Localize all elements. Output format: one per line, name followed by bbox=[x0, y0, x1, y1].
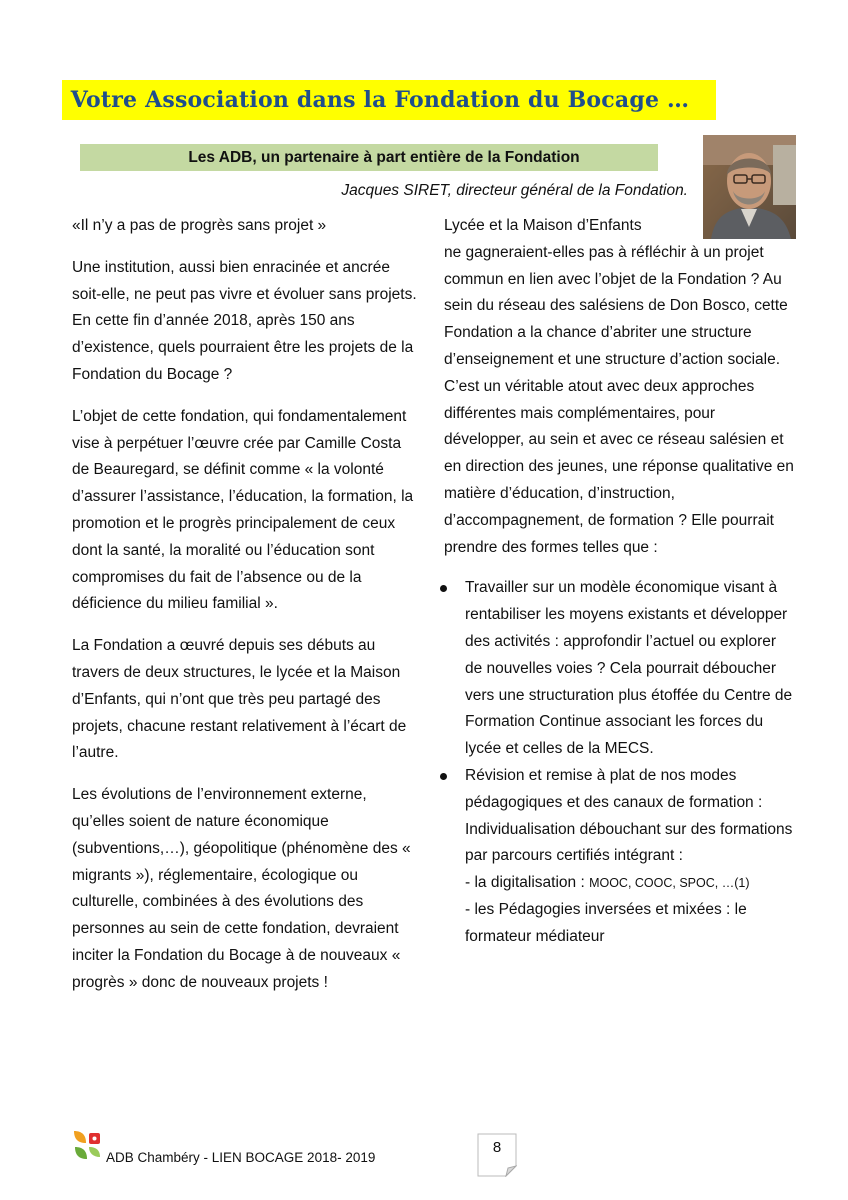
bullet-icon bbox=[440, 773, 447, 780]
page-title: Votre Association dans la Fondation du Bocage … bbox=[70, 87, 690, 113]
intro-paragraph bbox=[444, 213, 796, 561]
left-column bbox=[72, 213, 417, 1012]
intro-first-line: Lycée et la Maison d’Enfants bbox=[444, 217, 642, 234]
paragraph: La Fondation a œuvré depuis ses débuts au travers de deux structures, le lycée et la Maison d’Enfants, qui n’ont que très peu partagé des projets, chacune restant relativement à l’écart de l’autre. bbox=[72, 637, 407, 762]
bullet-text: Travailler sur un modèle économique visant à rentabiliser les moyens existants et développer des activités : approfondir l’actuel ou explorer de nouvelles voies ? Cela pourrait déboucher vers une structuration plus étoffée du Centre de Formation Continue associant les forces du lycée et celles de la MECS. bbox=[465, 579, 793, 758]
list-item bbox=[444, 763, 796, 951]
subtitle-banner bbox=[80, 144, 658, 171]
sub-item-examples: MOOC, COOC, SPOC, …(1) bbox=[589, 876, 750, 891]
intro-text: ne gagneraient-elles pas à réfléchir à un projet commun en lien avec l’objet de la Fondation ? Au sein du réseau des salésiens de Don Bosco, cette Fondation a la chance d’abriter une structure d’enseignement et une structure d’action sociale. C’est un véritable atout avec deux approches différentes mais complémentaires, pour développer, au sein et avec ce réseau salésien et en direction des jeunes, une réponse qualitative en matière d’éducation, d’instruction, d’accompagnement, de formation ? Elle pourrait prendre des formes telles que : bbox=[444, 243, 794, 556]
paragraph: L’objet de cette fondation, qui fondamentalement vise à perpétuer l’œuvre crée par Camille Costa de Beauregard, se définit comme « la volonté d’assurer l’assistance, l’éducation, la formation, la promotion et le progrès principalement de ceux dont la santé, la moralité ou l’éducation sont compromises du fait de l’absence ou de la déficience du milieu familial ». bbox=[72, 407, 414, 613]
title-banner bbox=[62, 80, 716, 120]
bullet-list bbox=[444, 575, 796, 950]
bullet-text: Révision et remise à plat de nos modes pédagogiques et des canaux de formation : Individualisation débouchant sur des formations par parcours certifiés intégrant : bbox=[465, 766, 793, 865]
bullet-icon bbox=[440, 585, 447, 592]
sub-item-prefix: - la digitalisation : bbox=[465, 874, 590, 892]
list-item bbox=[444, 575, 796, 763]
article-subtitle: Les ADB, un partenaire à part entière de la Fondation bbox=[188, 148, 580, 166]
footer-text: ADB Chambéry - LIEN BOCAGE 2018- 2019 bbox=[106, 1150, 376, 1165]
sub-item-pedagogies: - les Pédagogies inversées et mixées : le formateur médiateur bbox=[465, 900, 747, 945]
author-byline: Jacques SIRET, directeur général de la Fondation. bbox=[341, 182, 688, 199]
paragraph: Une institution, aussi bien enracinée et ancrée soit-elle, ne peut pas vivre et évoluer sans projets. En cette fin d’année 2018, après 150 ans d’existence, quels pourraient être les projets de la Fondation du Bocage ? bbox=[72, 258, 417, 383]
page-number: 8 bbox=[492, 1139, 502, 1156]
sub-item-digitalisation bbox=[465, 870, 796, 897]
quote-paragraph: «Il n’y a pas de progrès sans projet » bbox=[72, 217, 327, 234]
right-column bbox=[444, 213, 796, 951]
adb-logo bbox=[72, 1129, 102, 1163]
paragraph: Les évolutions de l’environnement externe, qu’elles soient de nature économique (subventions,…), géopolitique (phénomène des « migrants »), réglementaire, écologique ou culturelle, combinées à des évolutions des personnes au sein de cette fondation, devraient inciter la Fondation du Bocage à de nouveaux « progrès » donc de nouveaux projets ! bbox=[72, 786, 411, 991]
